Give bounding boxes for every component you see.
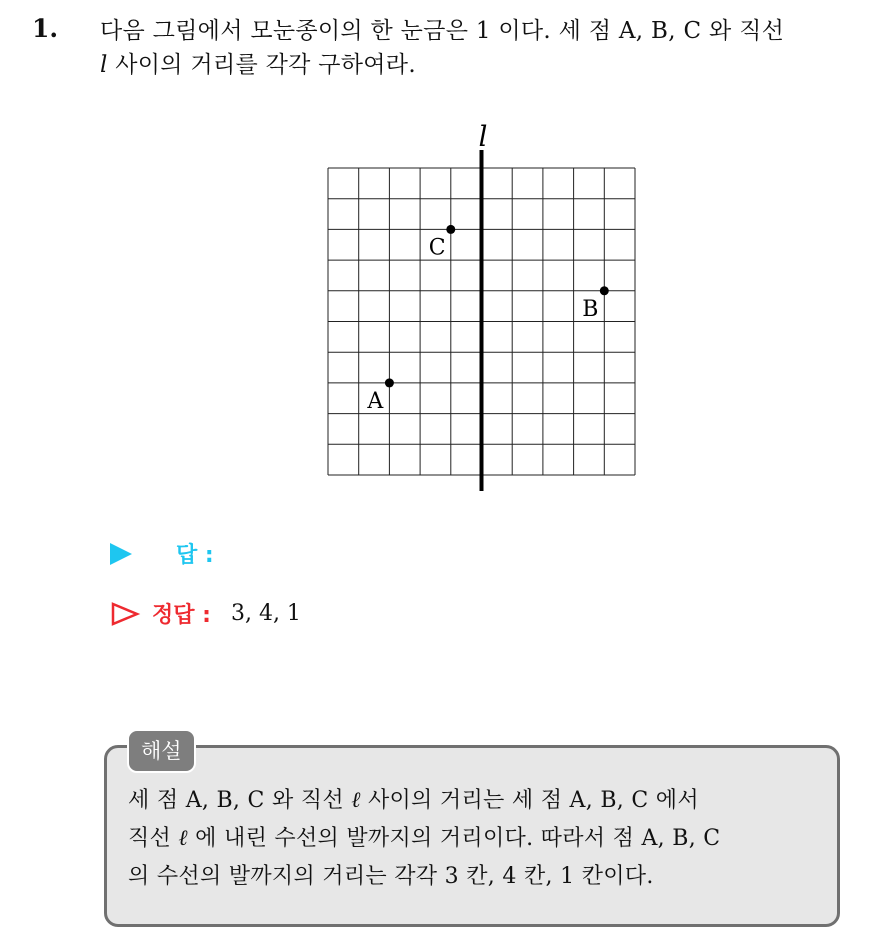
question-text-part2: 사이의 거리를 각각 구하여라. <box>107 52 416 78</box>
correct-answer-label: 정답 : <box>152 603 211 628</box>
question-number: 1. <box>32 14 59 43</box>
point-label-c: C <box>428 235 446 261</box>
point-label-b: B <box>582 296 599 322</box>
point-a <box>385 378 394 387</box>
solution-line2-symbol: ℓ <box>178 826 188 851</box>
line-l-label: l <box>478 120 488 153</box>
solution-line2-a: 직선 <box>128 826 179 851</box>
answer-blank-row <box>110 538 214 569</box>
question-line-symbol: l <box>100 52 108 78</box>
solution-text <box>128 782 828 896</box>
answer-label: 답 : <box>176 543 214 568</box>
solution-line2-b: 에 내린 수선의 발까지의 거리이다. 따라서 점 A, B, C <box>187 826 721 851</box>
correct-answer-value: 3, 4, 1 <box>230 601 301 626</box>
solution-line1-a: 세 점 A, B, C 와 직선 <box>128 788 352 813</box>
points <box>366 225 608 414</box>
correct-answer-row <box>110 598 301 629</box>
point-b <box>600 286 609 295</box>
outline-triangle-icon <box>110 601 142 627</box>
solution-tag: 해설 <box>127 729 196 773</box>
question-text-part1: 다음 그림에서 모눈종이의 한 눈금은 1 이다. 세 점 A, B, C 와 직선 <box>100 18 785 44</box>
point-c <box>446 225 455 234</box>
solution-line1-symbol: ℓ <box>351 788 361 813</box>
play-triangle-icon <box>110 543 132 565</box>
point-label-a: A <box>367 388 384 414</box>
solution-line1-b: 사이의 거리는 세 점 A, B, C 에서 <box>360 788 699 813</box>
solution-line3: 의 수선의 발까지의 거리는 각각 3 칸, 4 칸, 1 칸이다. <box>128 864 654 889</box>
